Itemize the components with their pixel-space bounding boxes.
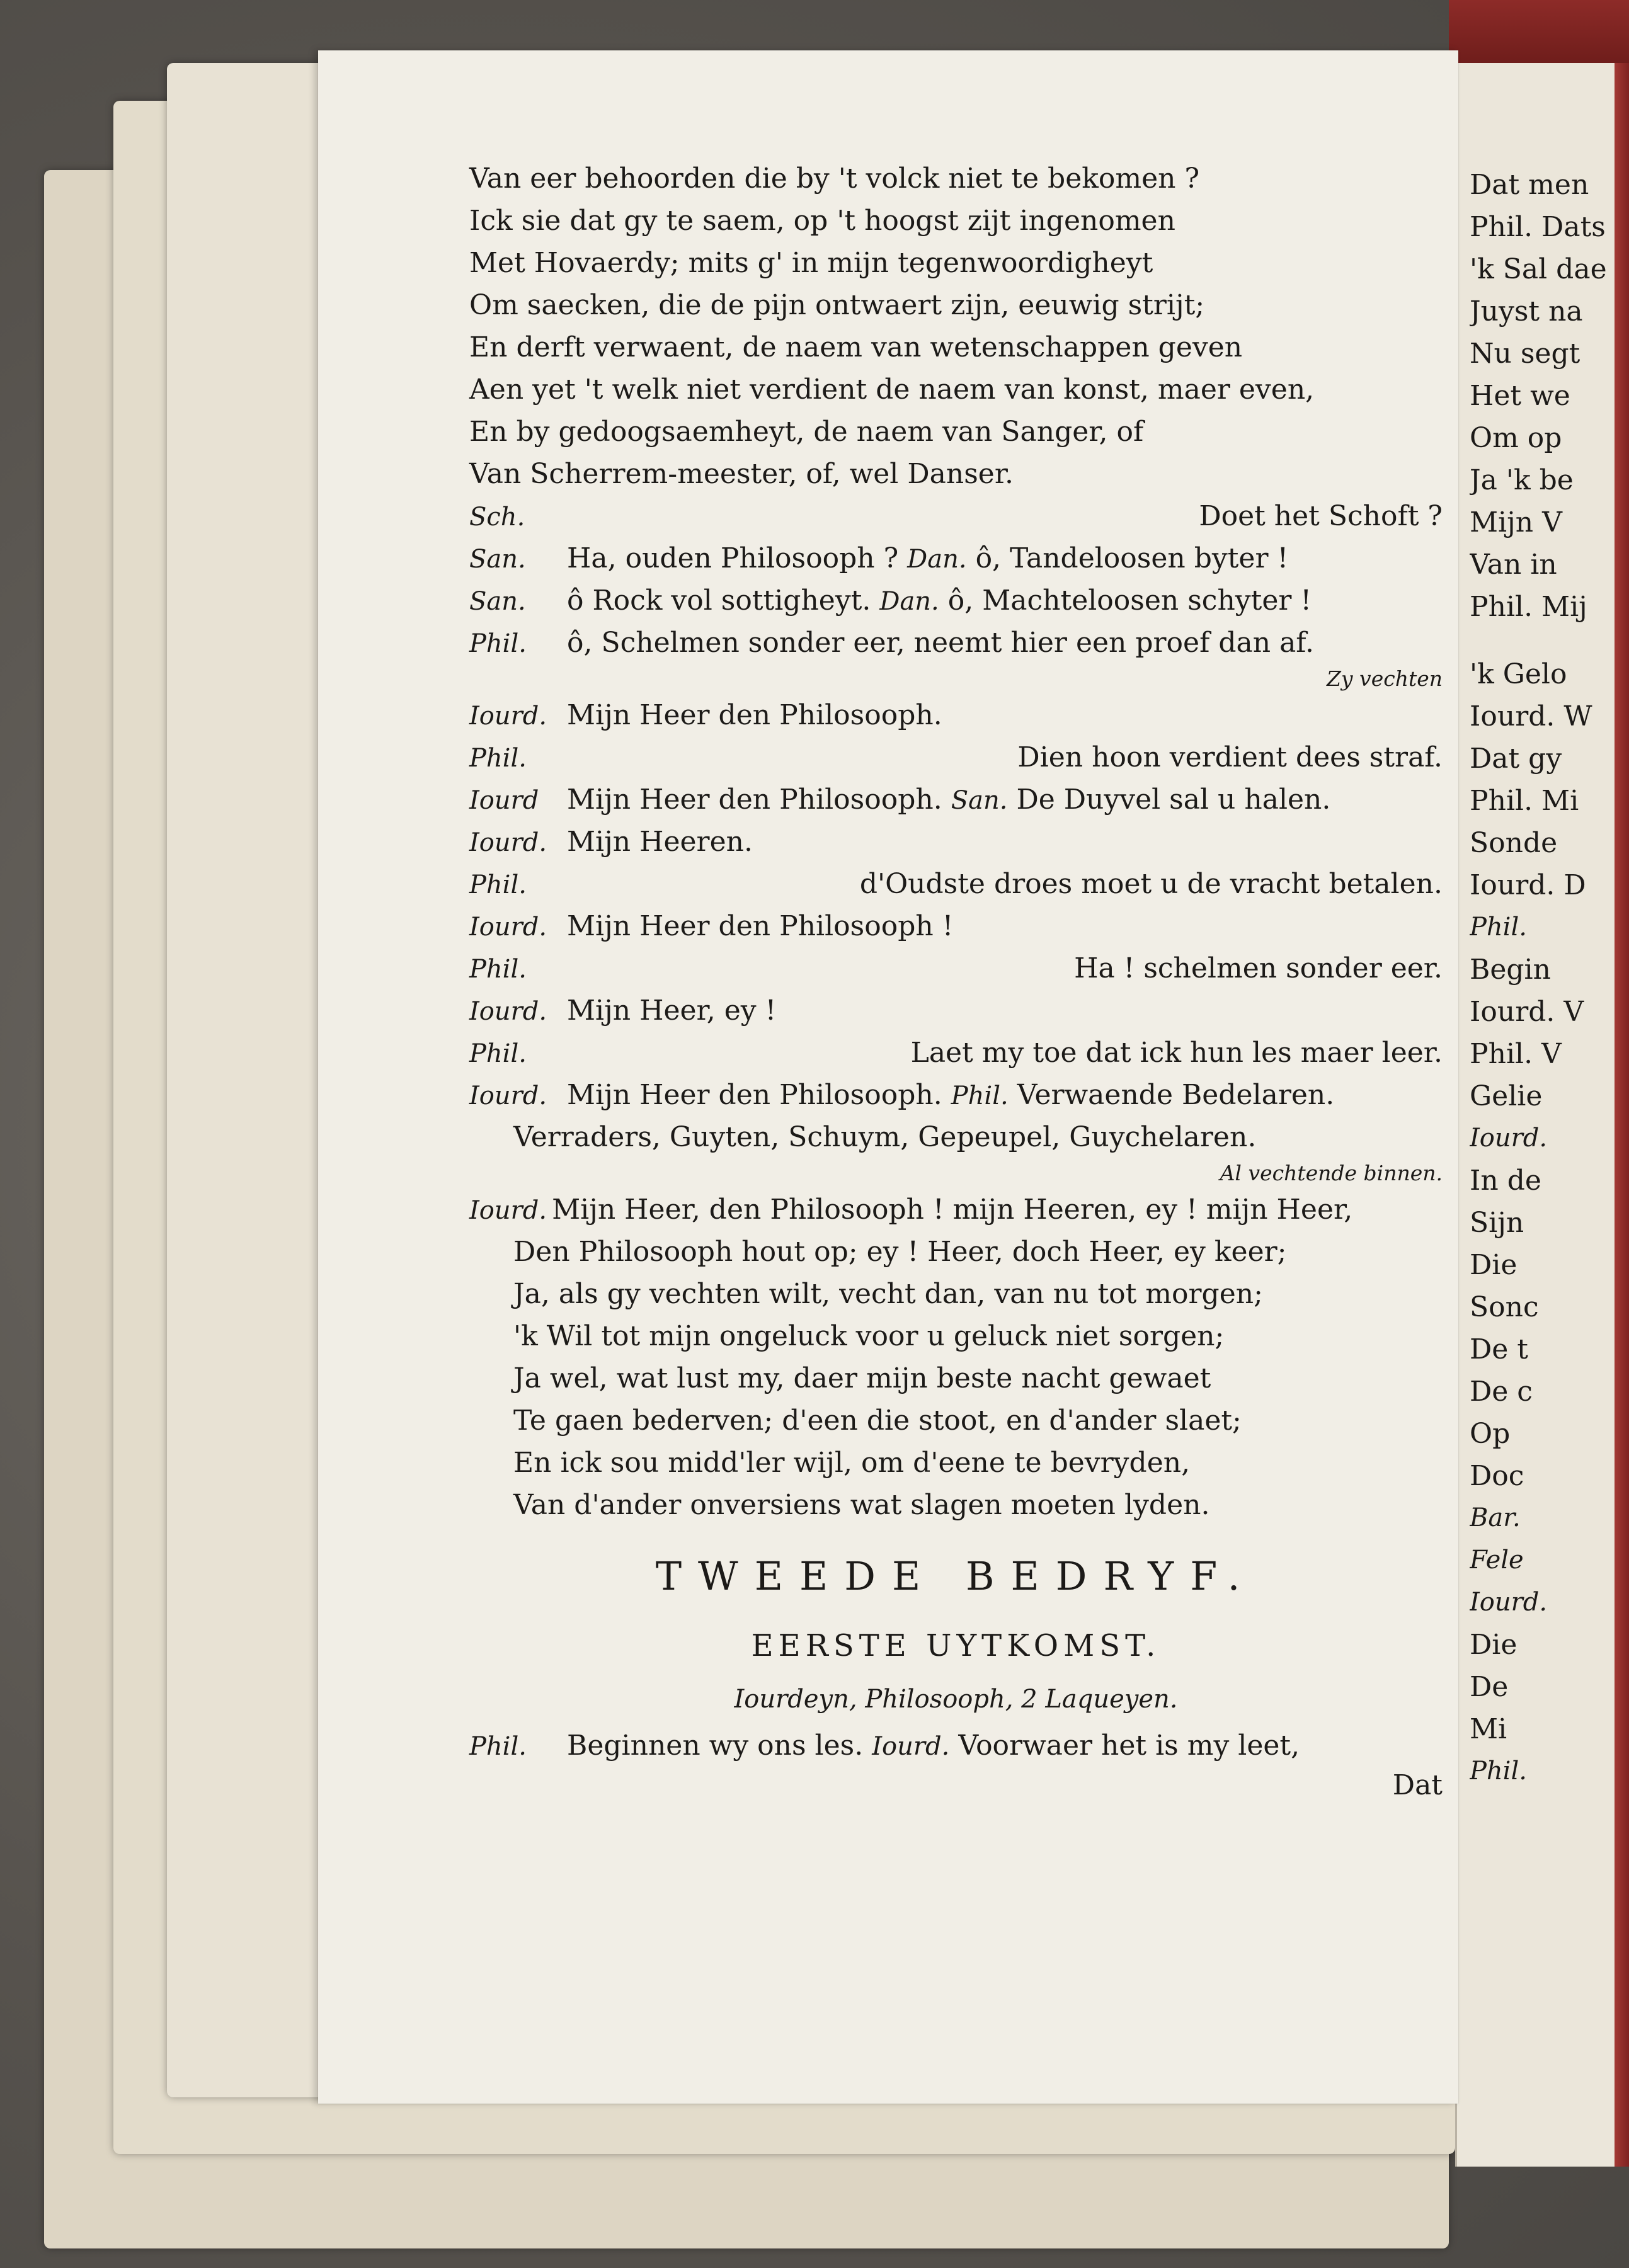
- right-page-line: Sonde: [1470, 827, 1558, 859]
- verse-line: En ick sou midd'ler wijl, om d'eene te bevryden,: [513, 1447, 1191, 1479]
- verse-line: Ja, als gy vechten wilt, vecht dan, van nu tot morgen;: [513, 1278, 1263, 1310]
- speaker-label: Iourd.: [469, 1081, 547, 1110]
- speech-text: Mijn Heer, den Philosooph ! mijn Heeren, ey ! mijn Heer,: [552, 1194, 1353, 1226]
- left-page: [318, 50, 1458, 2104]
- speaker-label: Iourd.: [469, 997, 547, 1026]
- stage-direction: Al vechtende binnen.: [1220, 1161, 1443, 1185]
- right-page-line: De c: [1470, 1376, 1533, 1408]
- line-text: ô, Schelmen sonder eer, neemt hier een proef dan af.: [567, 627, 1315, 659]
- speaker-label: San.: [469, 545, 526, 574]
- dialogue-line: [469, 622, 1443, 664]
- line-text: Ha, ouden Philosooph ?: [567, 542, 899, 574]
- right-page-line: Die: [1470, 1249, 1518, 1281]
- dialogue-block: [469, 694, 1443, 1116]
- right-page-line: Mi: [1470, 1713, 1507, 1745]
- right-page-line: Phil.: [1470, 1757, 1527, 1786]
- catchword: Dat: [1392, 1769, 1443, 1801]
- inline-speaker: San.: [951, 786, 1008, 815]
- right-page-line: Doc: [1470, 1460, 1524, 1492]
- right-page-line: Begin: [1470, 954, 1551, 986]
- line-text: ô Rock vol sottigheyt.: [567, 584, 871, 617]
- right-page-line: Gelie: [1470, 1080, 1543, 1112]
- dialogue-line: [469, 537, 1443, 579]
- right-page-line: Nu segt: [1470, 338, 1580, 370]
- line-text: Mijn Heer den Philosooph.: [567, 1079, 942, 1111]
- right-page-line: Die: [1470, 1629, 1518, 1661]
- right-page-line: Fele: [1470, 1546, 1524, 1575]
- speaker-label: Iourd.: [469, 913, 547, 942]
- right-page-line: In de: [1470, 1165, 1541, 1197]
- speaker-label: Sch.: [469, 503, 525, 532]
- line-text: Mijn Heer, ey !: [567, 994, 777, 1027]
- right-page-line: Juyst na: [1470, 295, 1583, 328]
- line-text: Mijn Heeren.: [567, 826, 753, 858]
- act-title: TWEEDE BEDRYF.: [655, 1553, 1257, 1599]
- verse-line: Met Hovaerdy; mits g' in mijn tegenwoordigheyt: [469, 247, 1153, 279]
- line-text-right: Ha ! schelmen sonder eer.: [1074, 952, 1443, 984]
- right-page-line: Op: [1470, 1418, 1511, 1450]
- dialogue-line: [469, 1074, 1443, 1116]
- line-text: Voorwaer het is my leet,: [958, 1729, 1300, 1762]
- speaker-label: Iourd.: [469, 1196, 547, 1225]
- line-text-right: Doet het Schoft ?: [1199, 500, 1443, 532]
- inline-speaker: Dan.: [879, 587, 939, 616]
- speaker-label: Phil.: [469, 870, 527, 899]
- speaker-label: San.: [469, 587, 526, 616]
- line-text: Mijn Heer den Philosooph.: [567, 784, 942, 816]
- right-page-line: Ja 'k be: [1470, 464, 1574, 496]
- line-text-right: Dien hoon verdient dees straf.: [1017, 741, 1443, 773]
- right-page-line: Iourd.: [1470, 1588, 1548, 1617]
- right-page-line: Mijn V: [1470, 506, 1562, 539]
- right-page-line: Iourd. D: [1470, 869, 1586, 901]
- right-page-line: De t: [1470, 1333, 1528, 1365]
- dialogue-line: [469, 1032, 1443, 1074]
- line-text: Beginnen wy ons les.: [567, 1729, 864, 1762]
- right-page-line: Sonc: [1470, 1291, 1539, 1323]
- page-text: [469, 157, 1443, 1804]
- right-page-line: Van in: [1470, 549, 1557, 581]
- dialogue-line: [469, 694, 1443, 736]
- line-text: Mijn Heer den Philosooph.: [567, 699, 942, 731]
- dialogue-line: [469, 579, 1443, 622]
- right-page-line: Phil. V: [1470, 1038, 1562, 1070]
- verse-line: Van Scherrem-meester, of, wel Danser.: [469, 458, 1014, 490]
- inline-speaker: Dan.: [907, 545, 967, 574]
- dialogue-line: [469, 863, 1443, 905]
- right-page: [1455, 63, 1629, 2167]
- right-page-line: Iourd. W: [1470, 700, 1592, 732]
- dialogue-line: [469, 905, 1443, 947]
- right-page-line: Phil. Dats: [1470, 211, 1606, 243]
- speaker-label: Iourd: [469, 786, 539, 815]
- right-page-gap: [1470, 628, 1621, 653]
- dialogue-line: [469, 821, 1443, 863]
- dialogue-line: [469, 778, 1443, 821]
- right-page-line: Iourd. V: [1470, 996, 1584, 1028]
- verse-line: Ick sie dat gy te saem, op 't hoogst zijt ingenomen: [469, 205, 1175, 237]
- dialogue-line: [469, 947, 1443, 989]
- book-cover-edge: [1615, 63, 1629, 2167]
- inline-speaker: Iourd.: [872, 1732, 950, 1761]
- verse-line: Te gaen bederven; d'een die stoot, en d'ander slaet;: [513, 1405, 1242, 1437]
- right-page-line: Bar.: [1470, 1503, 1521, 1532]
- speaker-label: Phil.: [469, 629, 527, 658]
- line-text-right: Laet my toe dat ick hun les maer leer.: [910, 1037, 1443, 1069]
- line-text-right: d'Oudste droes moet u de vracht betalen.: [859, 868, 1443, 900]
- right-page-text: [1470, 164, 1621, 1792]
- right-page-line: De: [1470, 1671, 1509, 1703]
- speaker-label: Phil.: [469, 955, 527, 984]
- right-page-line: 'k Gelo: [1470, 658, 1567, 690]
- inline-speaker: Phil.: [951, 1081, 1009, 1110]
- right-page-line: Phil. Mi: [1470, 785, 1579, 817]
- line-text: Mijn Heer den Philosooph !: [567, 910, 954, 942]
- verse-line: 'k Wil tot mijn ongeluck voor u geluck niet sorgen;: [513, 1320, 1225, 1352]
- dialogue-line: [469, 989, 1443, 1032]
- verse-line: Ja wel, wat lust my, daer mijn beste nacht gewaet: [513, 1362, 1211, 1394]
- right-page-line: Dat men: [1470, 169, 1589, 201]
- book-cover-top: [1449, 0, 1629, 69]
- right-page-line: Iourd.: [1470, 1124, 1548, 1153]
- line-text: ô, Machteloosen schyter !: [947, 584, 1312, 617]
- right-page-line: Sijn: [1470, 1207, 1524, 1239]
- verse-line: Van eer behoorden die by 't volck niet te bekomen ?: [469, 162, 1200, 195]
- verse-line: Aen yet 't welk niet verdient de naem van konst, maer even,: [469, 373, 1315, 406]
- right-page-line: Phil.: [1470, 913, 1527, 942]
- verse-line: Om saecken, die de pijn ontwaert zijn, eeuwig strijt;: [469, 289, 1205, 321]
- scene-title: EERSTE UYTKOMST.: [751, 1628, 1161, 1663]
- verse-line: En derft verwaent, de naem van wetenschappen geven: [469, 331, 1243, 363]
- right-page-line: 'k Sal dae: [1470, 253, 1607, 285]
- right-page-line: Phil. Mij: [1470, 591, 1587, 623]
- verse-line: Verraders, Guyten, Schuym, Gepeupel, Guychelaren.: [513, 1121, 1257, 1153]
- dialogue-line: [469, 1724, 1443, 1767]
- dialogue-line: [469, 495, 1443, 537]
- cast-list: Iourdeyn, Philosooph, 2 Laqueyen.: [734, 1685, 1178, 1714]
- dialogue-line: [469, 736, 1443, 778]
- dialogue-block: [469, 495, 1443, 664]
- line-text: ô, Tandeloosen byter !: [975, 542, 1289, 574]
- verse-line: Den Philosooph hout op; ey ! Heer, doch Heer, ey keer;: [513, 1236, 1287, 1268]
- speaker-label: Iourd.: [469, 702, 547, 731]
- verse-line: En by gedoogsaemheyt, de naem van Sanger, of: [469, 416, 1144, 448]
- right-page-line: Om op: [1470, 422, 1562, 454]
- right-page-line: Dat gy: [1470, 743, 1562, 775]
- speech-first-line: [469, 1188, 1443, 1231]
- line-text: De Duyvel sal u halen.: [1016, 784, 1331, 816]
- speaker-label: Phil.: [469, 1732, 527, 1761]
- right-page-line: Het we: [1470, 380, 1570, 412]
- stage-direction: Zy vechten: [1326, 666, 1443, 691]
- speech-block: [469, 1231, 1443, 1526]
- line-text: Verwaende Bedelaren.: [1017, 1079, 1335, 1111]
- verse-block: [469, 157, 1443, 495]
- speaker-label: Iourd.: [469, 828, 547, 857]
- speaker-label: Phil.: [469, 744, 527, 773]
- speaker-label: Phil.: [469, 1039, 527, 1068]
- verse-line: Van d'ander onversiens wat slagen moeten lyden.: [513, 1489, 1210, 1521]
